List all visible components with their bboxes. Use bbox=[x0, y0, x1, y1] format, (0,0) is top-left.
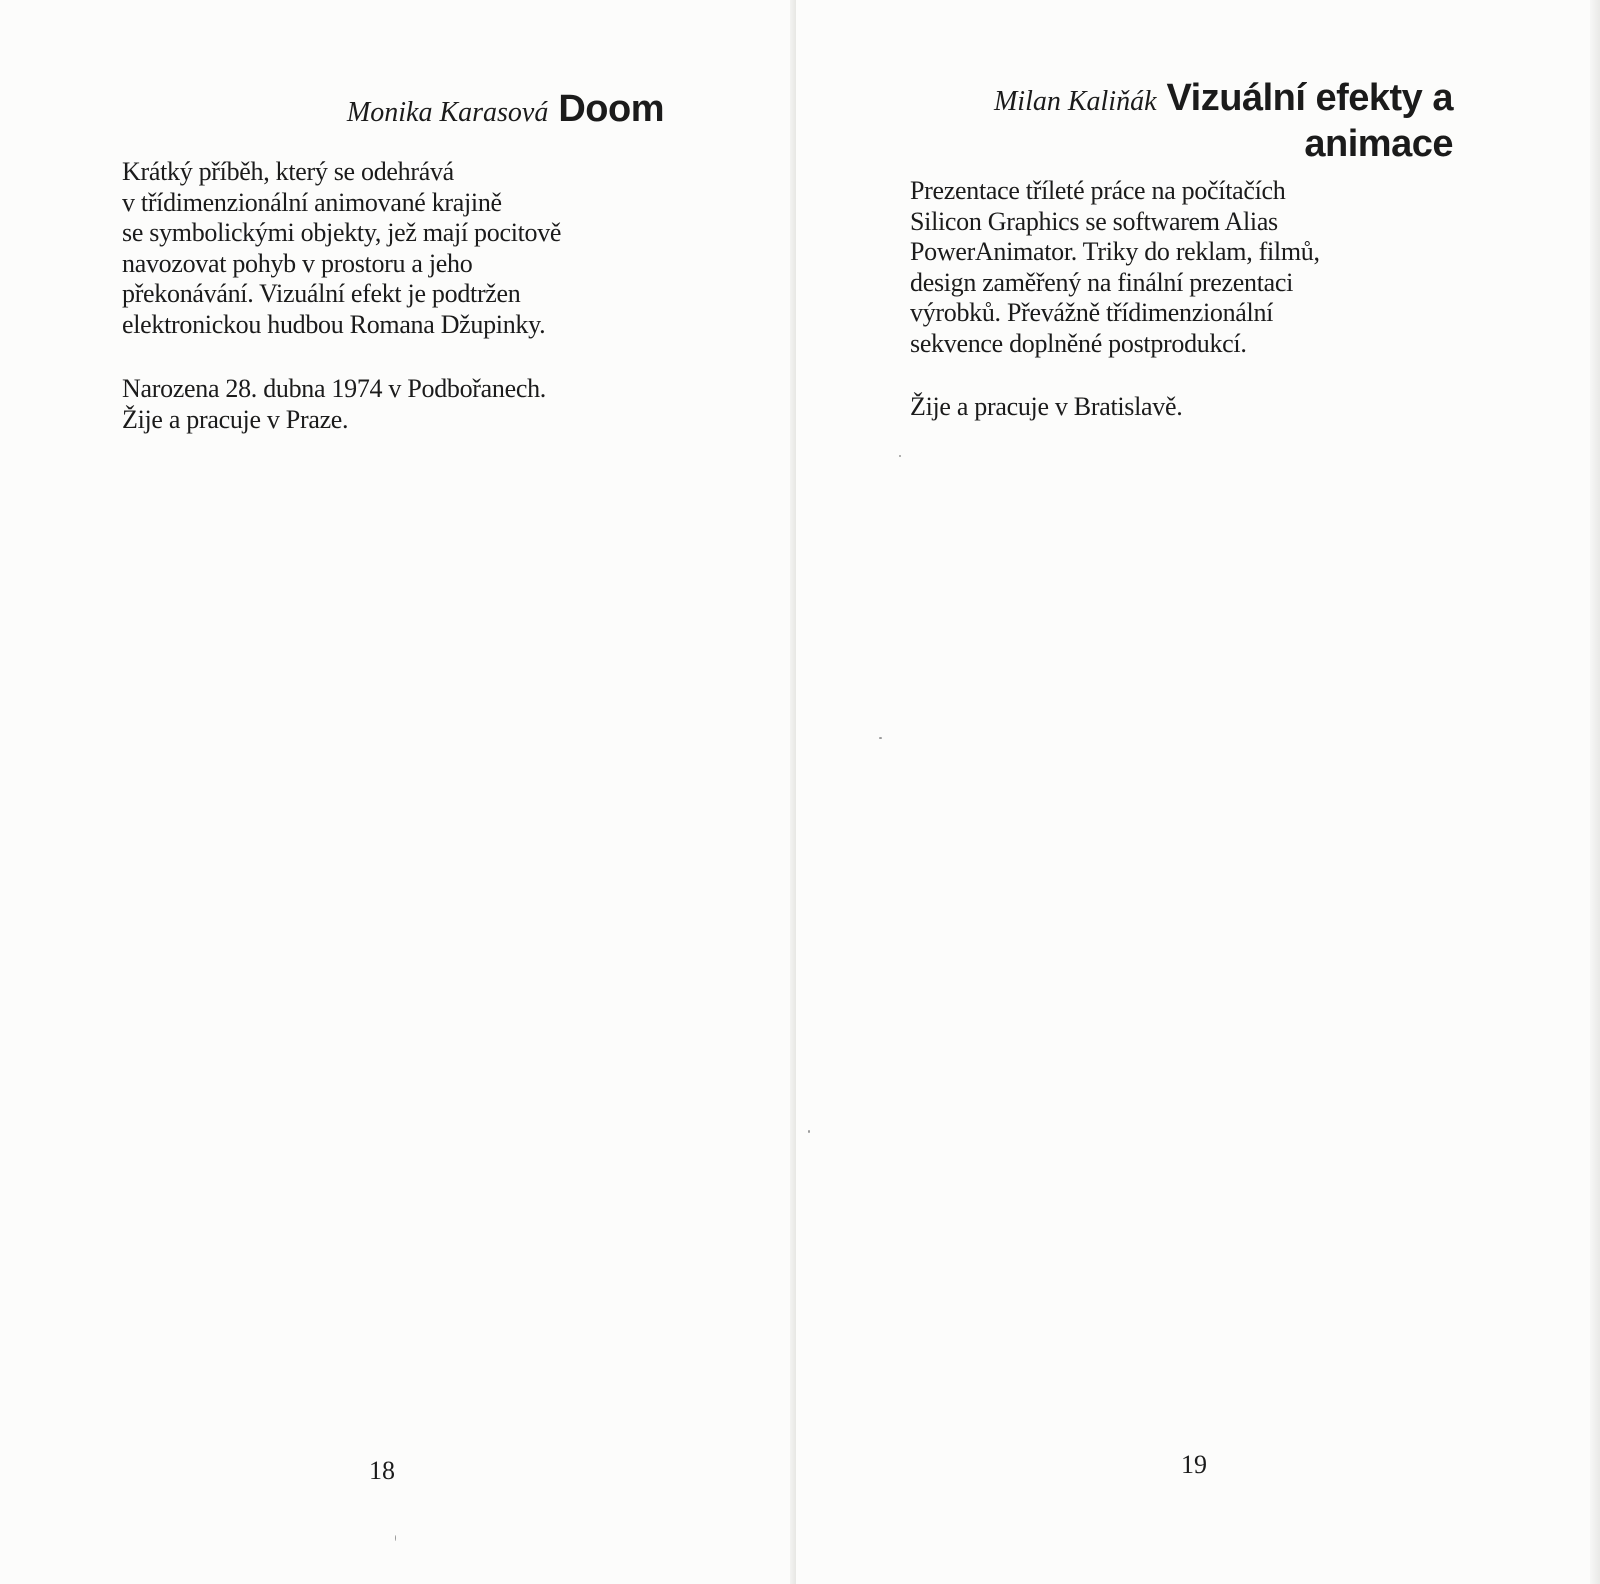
left-bio-line: Žije a pracuje v Praze. bbox=[122, 404, 349, 434]
right-body-line: výrobků. Převážně třídimenzionální bbox=[910, 298, 1274, 327]
left-page-number: 18 bbox=[369, 1456, 395, 1485]
left-body-line: elektronickou hudbou Romana Džupinky. bbox=[122, 309, 546, 339]
right-bio-line: Žije a pracuje v Bratislavě. bbox=[910, 392, 1183, 421]
left-bio bbox=[122, 374, 546, 435]
left-author: Monika Karasová bbox=[346, 97, 549, 128]
right-description bbox=[910, 176, 1320, 359]
left-description bbox=[122, 157, 561, 340]
right-body-line: sekvence doplněné postprodukcí. bbox=[910, 328, 1247, 358]
right-body-line: Silicon Graphics se softwarem Alias bbox=[910, 206, 1278, 236]
left-title: Doom bbox=[558, 88, 664, 130]
left-body-line: navozovat pohyb v prostoru a jeho bbox=[122, 248, 473, 278]
right-body-line: design zaměřený na finální prezentaci bbox=[910, 267, 1294, 297]
right-title-line1: Vizuální efekty a bbox=[1166, 77, 1453, 119]
left-body-line: v třídimenzionální animované krajině bbox=[122, 187, 502, 217]
left-body-line: Krátký příběh, který se odehrává bbox=[122, 157, 454, 186]
left-bio-line: Narozena 28. dubna 1974 v Podbořanech. bbox=[122, 374, 546, 403]
right-body-line: Prezentace tříleté práce na počítačích bbox=[910, 176, 1286, 205]
left-heading bbox=[120, 88, 664, 130]
right-body-line: PowerAnimator. Triky do reklam, filmů, bbox=[910, 237, 1320, 266]
left-page bbox=[0, 0, 796, 1584]
left-body-line: se symbolickými objekty, jež mají pocitově bbox=[122, 218, 562, 247]
right-author: Milan Kaliňák bbox=[993, 86, 1157, 117]
page-edge bbox=[1590, 0, 1600, 1584]
right-bio bbox=[910, 392, 1182, 423]
right-title-line2: animace bbox=[1304, 123, 1453, 165]
left-body-line: překonávání. Vizuální efekt je podtržen bbox=[122, 279, 521, 308]
right-heading bbox=[920, 77, 1453, 165]
right-page-number: 19 bbox=[1181, 1450, 1207, 1479]
